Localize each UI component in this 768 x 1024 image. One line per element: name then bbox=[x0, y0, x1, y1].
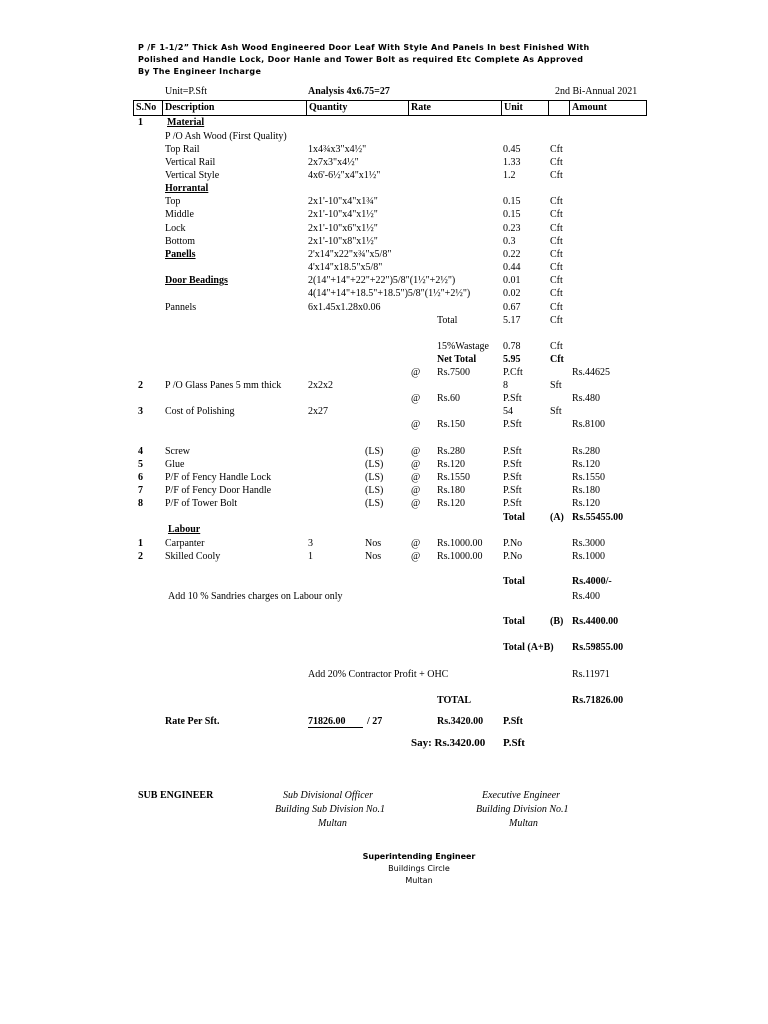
xen-city: Multan bbox=[509, 818, 538, 829]
item-quantity: 4x6'-6½"x4"x1½" bbox=[308, 170, 381, 181]
item-unit: Cft bbox=[550, 288, 563, 299]
item-value: 0.02 bbox=[503, 288, 521, 299]
amount-value: Rs.3000 bbox=[572, 538, 606, 549]
rate-per: P.Sft bbox=[503, 472, 522, 483]
item-unit: Cft bbox=[550, 144, 563, 155]
polishing-row bbox=[0, 406, 768, 418]
rate-divisor: / 27 bbox=[367, 716, 383, 727]
glass-row bbox=[0, 380, 768, 392]
document-title-line-2: Polished and Handle Lock, Door Hanle and Tower Bolt as required Etc Complete As Approved bbox=[138, 55, 584, 64]
sdo-city: Multan bbox=[318, 818, 347, 829]
rate-value: Rs.1000.00 bbox=[437, 538, 483, 549]
labour-row bbox=[0, 538, 768, 550]
say-label: Say: Rs.3420.00 bbox=[411, 737, 486, 749]
wastage-value: 0.78 bbox=[503, 341, 521, 352]
rate-per: P.Cft bbox=[503, 367, 523, 378]
group-heading: Horrantal bbox=[165, 183, 209, 194]
total-ab-amount: Rs.59855.00 bbox=[572, 642, 624, 653]
item-description: Vertical Style bbox=[165, 170, 220, 181]
xen-office: Building Division No.1 bbox=[476, 804, 569, 815]
at-symbol: @ bbox=[411, 485, 421, 496]
item-sno: 1 bbox=[138, 538, 143, 549]
net-total-unit: Cft bbox=[550, 354, 564, 365]
at-symbol: @ bbox=[411, 367, 421, 378]
fitting-row bbox=[0, 459, 768, 471]
header-description: Description bbox=[163, 101, 307, 115]
total-b-amount: Rs.4400.00 bbox=[572, 616, 619, 627]
header-amount: Amount bbox=[572, 102, 608, 113]
sub-engineer-signature: SUB ENGINEER bbox=[138, 790, 214, 801]
fitting-row bbox=[0, 446, 768, 458]
item-unit: Cft bbox=[550, 262, 563, 273]
document-title-line-1: P /F 1-1/2” Thick Ash Wood Engineered Door Leaf With Style And Panels In best Finished With bbox=[138, 43, 590, 52]
item-quantity: 3 bbox=[308, 538, 313, 549]
item-description: P/F of Fency Handle Lock bbox=[165, 472, 272, 483]
sundries-row bbox=[0, 591, 768, 603]
item-quantity: 1 bbox=[308, 551, 313, 562]
item-quantity: 2x27 bbox=[308, 406, 328, 417]
amount-value: Rs.120 bbox=[572, 459, 601, 470]
header-unit: Unit bbox=[502, 101, 549, 115]
material-row bbox=[0, 275, 768, 287]
total-label: Total bbox=[437, 315, 458, 326]
at-symbol: @ bbox=[411, 459, 421, 470]
document-title-line-3: By The Engineer Incharge bbox=[138, 67, 262, 76]
material-row bbox=[0, 209, 768, 221]
xen-title: Executive Engineer bbox=[482, 790, 561, 801]
item-sno: 2 bbox=[138, 380, 143, 391]
rate-per-sft-label: Rate Per Sft. bbox=[165, 716, 220, 727]
item-sno: 6 bbox=[138, 472, 143, 483]
profit-label: Add 20% Contractor Profit + OHC bbox=[308, 669, 449, 680]
net-total-label: Net Total bbox=[437, 354, 477, 365]
item-description: Vertical Rail bbox=[165, 157, 216, 168]
info-row bbox=[0, 86, 768, 98]
say-row bbox=[0, 737, 768, 750]
item-unit: Sft bbox=[550, 380, 562, 391]
labour-total-amount: Rs.4000/- bbox=[572, 576, 612, 587]
item-sno: 2 bbox=[138, 551, 143, 562]
labour-row bbox=[0, 551, 768, 563]
material-row bbox=[0, 302, 768, 314]
item-unit: Cft bbox=[550, 249, 563, 260]
material-row bbox=[0, 236, 768, 248]
total-value: 5.17 bbox=[503, 315, 521, 326]
signature-city-row bbox=[0, 818, 768, 830]
rate-per: P.No bbox=[503, 551, 523, 562]
rate-value: Rs.1000.00 bbox=[437, 551, 483, 562]
signature-title-row bbox=[0, 790, 768, 802]
item-sno: 5 bbox=[138, 459, 143, 470]
item-unit: Cft bbox=[550, 302, 563, 313]
item-unit: Cft bbox=[550, 236, 563, 247]
item-quantity: (LS) bbox=[365, 446, 384, 457]
amount-value: Rs.180 bbox=[572, 485, 601, 496]
item-unit: Sft bbox=[550, 406, 562, 417]
amount-value: Rs.1000 bbox=[572, 551, 606, 562]
material-sno: 1 bbox=[138, 117, 143, 128]
total-ab-label: Total (A+B) bbox=[503, 642, 554, 653]
material-row bbox=[0, 249, 768, 261]
item-sno: 8 bbox=[138, 498, 143, 509]
item-quantity: 2(14"+14"+22"+22")5/8"(1½"+2½") bbox=[308, 275, 456, 286]
amount-value: Rs.1550 bbox=[572, 472, 606, 483]
item-description: Top bbox=[165, 196, 181, 207]
profit-amount: Rs.11971 bbox=[572, 669, 610, 680]
amount-value: Rs.8100 bbox=[572, 419, 606, 430]
item-value: 1.2 bbox=[503, 170, 516, 181]
material-row bbox=[0, 262, 768, 274]
item-quantity: 2x7x3"x4½" bbox=[308, 157, 359, 168]
grand-total-label: TOTAL bbox=[437, 695, 472, 706]
item-description: Glue bbox=[165, 459, 185, 470]
item-description: P/F of Fency Door Handle bbox=[165, 485, 272, 496]
item-quantity: 2x1'-10"x6"x1½" bbox=[308, 223, 378, 234]
rate-per: P.Sft bbox=[503, 716, 523, 727]
item-sno: 3 bbox=[138, 406, 143, 417]
item-description: Carpanter bbox=[165, 538, 205, 549]
item-quantity: 2x1'-10"x4"x1¾" bbox=[308, 196, 378, 207]
total-a-amount: Rs.55455.00 bbox=[572, 512, 624, 523]
signature-office-row bbox=[0, 804, 768, 816]
item-description: P/F of Tower Bolt bbox=[165, 498, 238, 509]
rate-value: Rs.120 bbox=[437, 498, 466, 509]
net-total-row bbox=[0, 354, 768, 366]
item-unit: Cft bbox=[550, 275, 563, 286]
say-per: P.Sft bbox=[503, 737, 525, 749]
amount-value: Rs.280 bbox=[572, 446, 601, 457]
labour-heading-row bbox=[0, 524, 768, 536]
se-title: Superintending Engineer bbox=[362, 852, 476, 861]
item-unit: Cft bbox=[550, 157, 563, 168]
at-symbol: @ bbox=[411, 551, 421, 562]
group-heading: Panells bbox=[165, 249, 196, 260]
total-b-label: Total bbox=[503, 616, 525, 627]
item-description: Middle bbox=[165, 209, 194, 220]
rate-value: Rs.7500 bbox=[437, 367, 471, 378]
at-symbol: @ bbox=[411, 446, 421, 457]
item-unit: Cft bbox=[550, 209, 563, 220]
item-sno: 4 bbox=[138, 446, 143, 457]
item-quantity: 6x1.45x1.28x0.06 bbox=[308, 302, 381, 313]
material-row bbox=[0, 170, 768, 182]
material-row bbox=[0, 288, 768, 300]
total-ab-row bbox=[0, 642, 768, 654]
rate-per: P.No bbox=[503, 538, 523, 549]
rate-per: P.Sft bbox=[503, 446, 522, 457]
rate-per-sft-row bbox=[0, 716, 768, 728]
material-row bbox=[0, 223, 768, 235]
item-quantity: 2x1'-10"x8"x1½" bbox=[308, 236, 378, 247]
total-b-tag: (B) bbox=[550, 616, 564, 627]
amount-value: Rs.44625 bbox=[572, 367, 611, 378]
rate-numerator: 71826.00 bbox=[308, 716, 363, 728]
material-heading-row bbox=[0, 117, 768, 129]
item-value: 0.01 bbox=[503, 275, 521, 286]
table-header bbox=[133, 100, 647, 116]
material-source-row bbox=[0, 131, 768, 143]
item-unit: Cft bbox=[550, 223, 563, 234]
item-description: P /O Glass Panes 5 mm thick bbox=[165, 380, 282, 391]
header-quantity: Quantity bbox=[307, 101, 409, 115]
item-description: Top Rail bbox=[165, 144, 200, 155]
item-quantity: 2'x14"x22"x¾"x5/8" bbox=[308, 249, 392, 260]
rate-value: Rs.1550 bbox=[437, 472, 471, 483]
header-blank bbox=[549, 101, 570, 115]
material-source: P /O Ash Wood (First Quality) bbox=[165, 131, 287, 142]
se-city: Multan bbox=[405, 876, 433, 885]
item-unit: Cft bbox=[550, 196, 563, 207]
polishing-rate-row bbox=[0, 419, 768, 431]
item-quantity: (LS) bbox=[365, 498, 384, 509]
item-unit: Nos bbox=[365, 551, 382, 562]
item-sno: 7 bbox=[138, 485, 143, 496]
net-total-value: 5.95 bbox=[503, 354, 521, 365]
item-quantity: (LS) bbox=[365, 472, 384, 483]
fitting-row bbox=[0, 498, 768, 510]
item-value: 0.67 bbox=[503, 302, 521, 313]
item-description: Bottom bbox=[165, 236, 196, 247]
item-value: 0.3 bbox=[503, 236, 516, 247]
header-sno: S.No bbox=[134, 101, 163, 115]
amount-value: Rs.480 bbox=[572, 393, 601, 404]
item-value: 0.15 bbox=[503, 196, 521, 207]
material-group-row bbox=[0, 183, 768, 195]
material-heading: Material bbox=[167, 117, 205, 128]
group-heading: Door Beadings bbox=[165, 275, 228, 286]
total-a-label: Total bbox=[503, 512, 525, 523]
item-value: 54 bbox=[503, 406, 513, 417]
fitting-row bbox=[0, 472, 768, 484]
unit-label: Unit=P.Sft bbox=[165, 86, 208, 97]
item-description: Lock bbox=[165, 223, 186, 234]
total-b-row bbox=[0, 616, 768, 628]
amount-value: Rs.120 bbox=[572, 498, 601, 509]
rate-value: Rs.180 bbox=[437, 485, 466, 496]
item-unit: Nos bbox=[365, 538, 382, 549]
wastage-label: 15%Wastage bbox=[437, 341, 489, 352]
total-a-tag: (A) bbox=[550, 512, 564, 523]
sdo-office: Building Sub Division No.1 bbox=[275, 804, 385, 815]
period-label: 2nd Bi-Annual 2021 bbox=[555, 86, 638, 97]
se-office: Buildings Circle bbox=[388, 864, 450, 873]
analysis-label: Analysis 4x6.75=27 bbox=[308, 86, 390, 97]
at-symbol: @ bbox=[411, 419, 421, 430]
rate-value: Rs.150 bbox=[437, 419, 466, 430]
sundries-amount: Rs.400 bbox=[572, 591, 601, 602]
total-unit: Cft bbox=[550, 315, 563, 326]
rate-value: Rs.280 bbox=[437, 446, 466, 457]
rate-per: P.Sft bbox=[503, 485, 522, 496]
material-rate-row bbox=[0, 367, 768, 379]
item-description: Screw bbox=[165, 446, 190, 457]
item-unit: Cft bbox=[550, 170, 563, 181]
rate-value: Rs.60 bbox=[437, 393, 461, 404]
material-row bbox=[0, 144, 768, 156]
sdo-title: Sub Divisional Officer bbox=[283, 790, 373, 801]
item-quantity: 2x1'-10"x4"x1½" bbox=[308, 209, 378, 220]
rate-result: Rs.3420.00 bbox=[437, 716, 484, 727]
item-quantity: 1x4¾x3"x4½" bbox=[308, 144, 367, 155]
grand-total-row bbox=[0, 695, 768, 707]
header-rate: Rate bbox=[409, 101, 502, 115]
item-value: 1.33 bbox=[503, 157, 521, 168]
profit-row bbox=[0, 669, 768, 681]
fitting-row bbox=[0, 485, 768, 497]
wastage-row bbox=[0, 341, 768, 353]
item-value: 0.22 bbox=[503, 249, 521, 260]
item-quantity: (LS) bbox=[365, 485, 384, 496]
item-value: 8 bbox=[503, 380, 508, 391]
item-value: 0.45 bbox=[503, 144, 521, 155]
item-quantity: 4(14"+14"+18.5"+18.5")5/8"(1½"+2½") bbox=[308, 288, 471, 299]
material-row bbox=[0, 196, 768, 208]
material-total-row bbox=[0, 315, 768, 327]
item-quantity: 2x2x2 bbox=[308, 380, 333, 391]
wastage-unit: Cft bbox=[550, 341, 563, 352]
item-value: 0.15 bbox=[503, 209, 521, 220]
rate-per: P.Sft bbox=[503, 393, 522, 404]
labour-total-row bbox=[0, 576, 768, 588]
at-symbol: @ bbox=[411, 498, 421, 509]
item-value: 0.44 bbox=[503, 262, 521, 273]
item-quantity: (LS) bbox=[365, 459, 384, 470]
material-row bbox=[0, 157, 768, 169]
rate-per: P.Sft bbox=[503, 419, 522, 430]
labour-heading: Labour bbox=[168, 524, 201, 535]
labour-total-label: Total bbox=[503, 576, 525, 587]
at-symbol: @ bbox=[411, 393, 421, 404]
item-quantity: 4'x14"x18.5"x5/8" bbox=[308, 262, 383, 273]
grand-total-amount: Rs.71826.00 bbox=[572, 695, 624, 706]
item-value: 0.23 bbox=[503, 223, 521, 234]
rate-per: P.Sft bbox=[503, 459, 522, 470]
sundries-label: Add 10 % Sandries charges on Labour only bbox=[168, 591, 343, 602]
at-symbol: @ bbox=[411, 538, 421, 549]
item-description: Cost of Polishing bbox=[165, 406, 235, 417]
item-description: Skilled Cooly bbox=[165, 551, 221, 562]
item-description: Pannels bbox=[165, 302, 197, 313]
total-a-row bbox=[0, 512, 768, 524]
at-symbol: @ bbox=[411, 472, 421, 483]
glass-rate-row bbox=[0, 393, 768, 405]
rate-value: Rs.120 bbox=[437, 459, 466, 470]
rate-per: P.Sft bbox=[503, 498, 522, 509]
